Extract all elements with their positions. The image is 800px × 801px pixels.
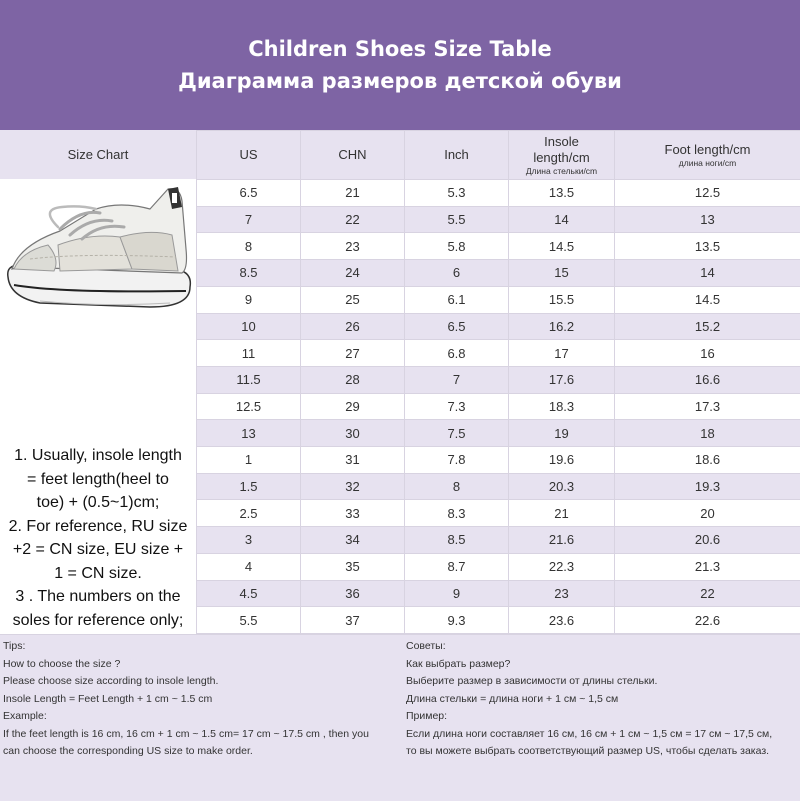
tip-line: Выберите размер в зависимости от длины стельки. [406, 673, 798, 691]
note-line: soles for reference only; [0, 609, 196, 633]
note-line: 2. For reference, RU size [0, 515, 196, 539]
table-row [197, 286, 800, 313]
title-english: Children Shoes Size Table [248, 34, 552, 64]
tip-line: Insole Length = Feet Length + 1 cm ~ 1.5 cm [3, 691, 398, 709]
table-row [197, 260, 800, 287]
cell-chn: 22 [301, 206, 405, 233]
cell-us: 4.5 [197, 580, 301, 607]
cell-insole-length: 15 [509, 260, 615, 287]
cell-insole-length: 13.5 [509, 180, 615, 207]
tip-line: Советы: [406, 638, 798, 656]
cell-foot-length: 17.3 [615, 393, 800, 420]
cell-chn: 25 [301, 286, 405, 313]
cell-chn: 31 [301, 447, 405, 474]
cell-chn: 32 [301, 473, 405, 500]
cell-inch: 8.3 [405, 500, 509, 527]
cell-insole-length: 21 [509, 500, 615, 527]
cell-foot-length: 22.6 [615, 607, 800, 634]
table-row [197, 206, 800, 233]
size-notes [0, 444, 196, 632]
cell-us: 4 [197, 553, 301, 580]
cell-us: 3 [197, 527, 301, 554]
cell-insole-length: 23 [509, 580, 615, 607]
table-row [197, 180, 800, 207]
cell-insole-length: 22.3 [509, 553, 615, 580]
cell-inch: 5.8 [405, 233, 509, 260]
cell-foot-length: 14 [615, 260, 800, 287]
cell-foot-length: 21.3 [615, 553, 800, 580]
table-row [197, 553, 800, 580]
note-line: +2 = CN size, EU size + [0, 538, 196, 562]
tip-line: Tips: [3, 638, 398, 656]
cell-chn: 33 [301, 500, 405, 527]
note-line: 1 = CN size. [0, 562, 196, 586]
cell-foot-length: 20 [615, 500, 800, 527]
cell-foot-length: 20.6 [615, 527, 800, 554]
tips-russian [406, 638, 798, 761]
cell-inch: 5.5 [405, 206, 509, 233]
cell-us: 12.5 [197, 393, 301, 420]
cell-insole-length: 14.5 [509, 233, 615, 260]
tips-section [0, 634, 800, 801]
cell-inch: 6.1 [405, 286, 509, 313]
tip-line: Example: [3, 708, 398, 726]
cell-chn: 30 [301, 420, 405, 447]
cell-inch: 8.5 [405, 527, 509, 554]
cell-inch: 8.7 [405, 553, 509, 580]
cell-us: 11.5 [197, 366, 301, 393]
table-row [197, 527, 800, 554]
table-row [197, 607, 800, 634]
cell-foot-length: 13 [615, 206, 800, 233]
tip-line: Длина стельки = длина ноги + 1 см ~ 1,5 см [406, 691, 798, 709]
table-row [197, 340, 800, 367]
cell-chn: 36 [301, 580, 405, 607]
table-row [197, 393, 800, 420]
cell-foot-length: 18.6 [615, 447, 800, 474]
title-banner [0, 0, 800, 130]
size-chart-header: Size Chart [0, 130, 196, 179]
cell-foot-length: 22 [615, 580, 800, 607]
cell-us: 2.5 [197, 500, 301, 527]
cell-foot-length: 16 [615, 340, 800, 367]
header-foot-length [615, 131, 800, 180]
cell-insole-length: 17.6 [509, 366, 615, 393]
cell-chn: 24 [301, 260, 405, 287]
cell-foot-length: 15.2 [615, 313, 800, 340]
table-row [197, 500, 800, 527]
table-row [197, 447, 800, 474]
table-row [197, 420, 800, 447]
cell-inch: 7.3 [405, 393, 509, 420]
table-row [197, 473, 800, 500]
cell-chn: 35 [301, 553, 405, 580]
header-insole-ru: Длина стельки/cm [509, 166, 614, 177]
size-table [196, 130, 800, 634]
tip-line: can choose the corresponding US size to make order. [3, 743, 398, 761]
table-row [197, 313, 800, 340]
cell-us: 5.5 [197, 607, 301, 634]
cell-insole-length: 19 [509, 420, 615, 447]
cell-insole-length: 23.6 [509, 607, 615, 634]
cell-us: 1 [197, 447, 301, 474]
table-row [197, 366, 800, 393]
cell-inch: 6 [405, 260, 509, 287]
cell-foot-length: 19.3 [615, 473, 800, 500]
cell-us: 11 [197, 340, 301, 367]
cell-inch: 7 [405, 366, 509, 393]
cell-chn: 27 [301, 340, 405, 367]
header-insole-label-2: length/cm [533, 150, 589, 165]
cell-insole-length: 17 [509, 340, 615, 367]
cell-chn: 28 [301, 366, 405, 393]
cell-insole-length: 19.6 [509, 447, 615, 474]
cell-foot-length: 14.5 [615, 286, 800, 313]
cell-us: 9 [197, 286, 301, 313]
tip-line: Если длина ноги составляет 16 см, 16 см + 1 см ~ 1,5 см = 17 см ~ 17,5 см, [406, 726, 798, 744]
cell-us: 6.5 [197, 180, 301, 207]
cell-us: 7 [197, 206, 301, 233]
title-russian: Диаграмма размеров детской обуви [178, 66, 622, 96]
cell-us: 1.5 [197, 473, 301, 500]
cell-insole-length: 15.5 [509, 286, 615, 313]
header-foot-label: Foot length/cm [665, 142, 751, 157]
cell-foot-length: 18 [615, 420, 800, 447]
cell-inch: 6.8 [405, 340, 509, 367]
tips-english [3, 638, 398, 761]
header-foot-ru: длина ноги/cm [615, 158, 800, 169]
table-row [197, 233, 800, 260]
cell-inch: 6.5 [405, 313, 509, 340]
note-line: 1. Usually, insole length [0, 444, 196, 468]
header-insole [509, 131, 615, 180]
cell-us: 13 [197, 420, 301, 447]
cell-chn: 37 [301, 607, 405, 634]
cell-chn: 29 [301, 393, 405, 420]
cell-insole-length: 14 [509, 206, 615, 233]
cell-insole-length: 21.6 [509, 527, 615, 554]
table-header-row [197, 131, 800, 180]
cell-foot-length: 16.6 [615, 366, 800, 393]
table-body [197, 180, 800, 634]
header-us: US [197, 131, 301, 180]
cell-inch: 9.3 [405, 607, 509, 634]
cell-chn: 26 [301, 313, 405, 340]
cell-insole-length: 16.2 [509, 313, 615, 340]
cell-insole-length: 18.3 [509, 393, 615, 420]
cell-inch: 7.8 [405, 447, 509, 474]
table-row [197, 580, 800, 607]
cell-chn: 34 [301, 527, 405, 554]
left-panel [0, 130, 196, 634]
tip-line: Please choose size according to insole length. [3, 673, 398, 691]
tip-line: If the feet length is 16 cm, 16 cm + 1 cm ~ 1.5 cm= 17 cm ~ 17.5 cm , then you [3, 726, 398, 744]
note-line: 3 . The numbers on the [0, 585, 196, 609]
cell-inch: 7.5 [405, 420, 509, 447]
cell-foot-length: 12.5 [615, 180, 800, 207]
sneaker-icon [0, 179, 196, 329]
header-chn: CHN [301, 131, 405, 180]
tip-line: Как выбрать размер? [406, 656, 798, 674]
cell-us: 8 [197, 233, 301, 260]
tip-line: How to choose the size ? [3, 656, 398, 674]
header-inch: Inch [405, 131, 509, 180]
note-line: = feet length(heel to [0, 468, 196, 492]
header-insole-label: Insole [544, 134, 579, 149]
cell-chn: 21 [301, 180, 405, 207]
sneaker-image [0, 179, 196, 329]
note-line: toe) + (0.5~1)cm; [0, 491, 196, 515]
cell-inch: 5.3 [405, 180, 509, 207]
cell-us: 10 [197, 313, 301, 340]
cell-foot-length: 13.5 [615, 233, 800, 260]
cell-inch: 8 [405, 473, 509, 500]
cell-inch: 9 [405, 580, 509, 607]
cell-insole-length: 20.3 [509, 473, 615, 500]
tip-line: Пример: [406, 708, 798, 726]
cell-us: 8.5 [197, 260, 301, 287]
tip-line: то вы можете выбрать соответствующий размер US, чтобы сделать заказ. [406, 743, 798, 761]
cell-chn: 23 [301, 233, 405, 260]
